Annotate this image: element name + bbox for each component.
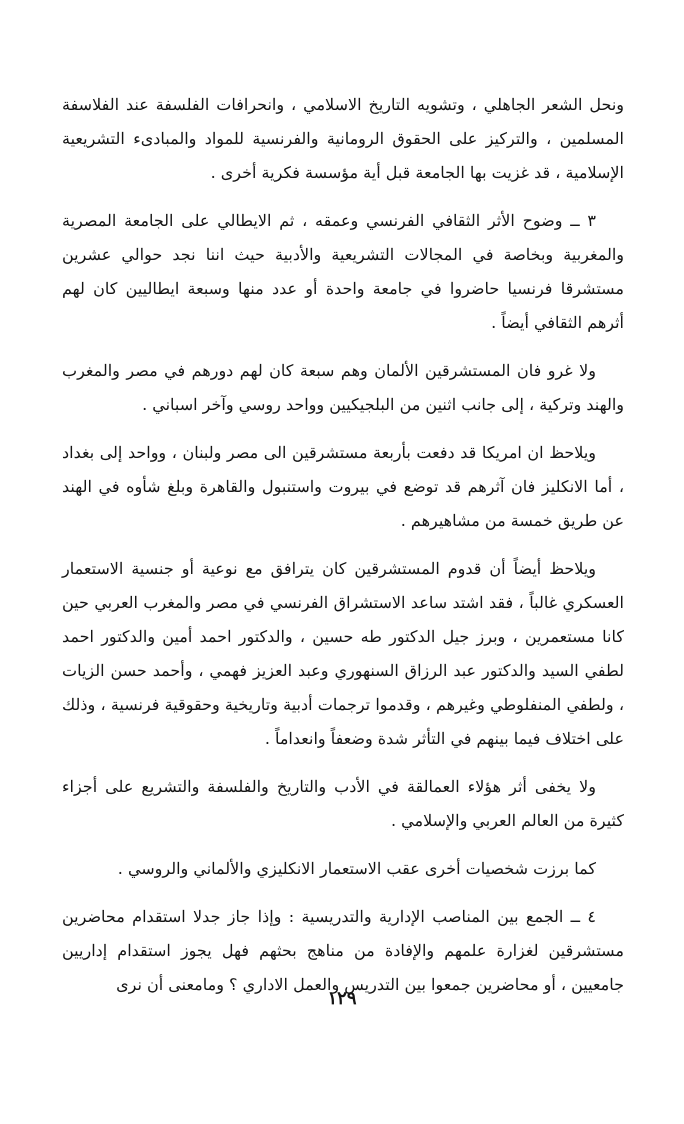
paragraph-3: ولا غرو فان المستشرقين الألمان وهم سبعة كان لهم دورهم في مصر والمغرب والهند وتركية ، إلى جانب اثنين من البلجيكيين وواحد روسي وآخر اسباني . xyxy=(62,361,624,414)
paragraph-2: ٣ ــ وضوح الأثر الثقافي الفرنسي وعمقه ، ثم الايطالي على الجامعة المصرية والمغربية وبخاصة في المجالات التشريعية والأدبية حيث اننا نجد حوالي عشرين مستشرقا فرنسيا حاضروا في جامعة واحدة أو عدد منها وسبعة ايطاليين كان لهم أثرهم الثقافي أيضاً . xyxy=(62,211,624,332)
paragraph-6: ولا يخفى أثر هؤلاء العمالقة في الأدب والتاريخ والفلسفة والتشريع على أجزاء كثيرة من العالم العربي والإسلامي . xyxy=(62,777,624,830)
page-number: ١٢٩ xyxy=(327,988,357,1009)
paragraph-8: ٤ ــ الجمع بين المناصب الإدارية والتدريسية : وإذا جاز جدلا استقدام محاضرين مستشرقين لغزارة علمهم والإفادة من مناهج بحثهم فهل يجوز استقدام إداريين جامعيين ، أو محاضرين جمعوا بين التدريس والعمل الاداري ؟ ومامعنى أن نرى xyxy=(62,907,624,994)
paragraph-1: ونحل الشعر الجاهلي ، وتشويه التاريخ الاسلامي ، وانحرافات الفلسفة عند الفلاسفة المسلمين ، والتركيز على الحقوق الرومانية والفرنسية للمواد والمبادىء التشريعية الإسلامية ، قد غزيت بها الجامعة قبل أية مؤسسة فكرية أخرى . xyxy=(62,95,624,182)
paragraph-7: كما برزت شخصيات أخرى عقب الاستعمار الانكليزي والألماني والروسي . xyxy=(117,859,596,878)
paragraph-4: ويلاحظ ان امريكا قد دفعت بأربعة مستشرقين الى مصر ولبنان ، وواحد إلى بغداد ، أما الانكليز فان آثرهم قد توضع في بيروت واستنبول والقاهرة وبلغ شأوه في الهند عن طريق خمسة من مشاهيرهم . xyxy=(62,443,624,530)
paragraph-5: ويلاحظ أيضاً أن قدوم المستشرقين كان يترافق مع نوعية أو جنسية الاستعمار العسكري غالباً ، فقد اشتد ساعد الاستشراق الفرنسي في مصر والمغرب العربي حين كانا مستعمرين ، وبرز جيل الدكتور طه حسين ، والدكتور احمد أمين والدكتور احمد لطفي السيد والدكتور عبد الرزاق السنهوري وعبد العزيز فهمي ، وأحمد حسن الزيات ، ولطفي المنفلوطي وغيرهم ، وقدموا ترجمات أدبية وتاريخية وحقوقية فرنسية ، وذلك على اختلاف فيما بينهم في التأثر شدة وضعفاً وانعداماً . xyxy=(62,559,624,748)
